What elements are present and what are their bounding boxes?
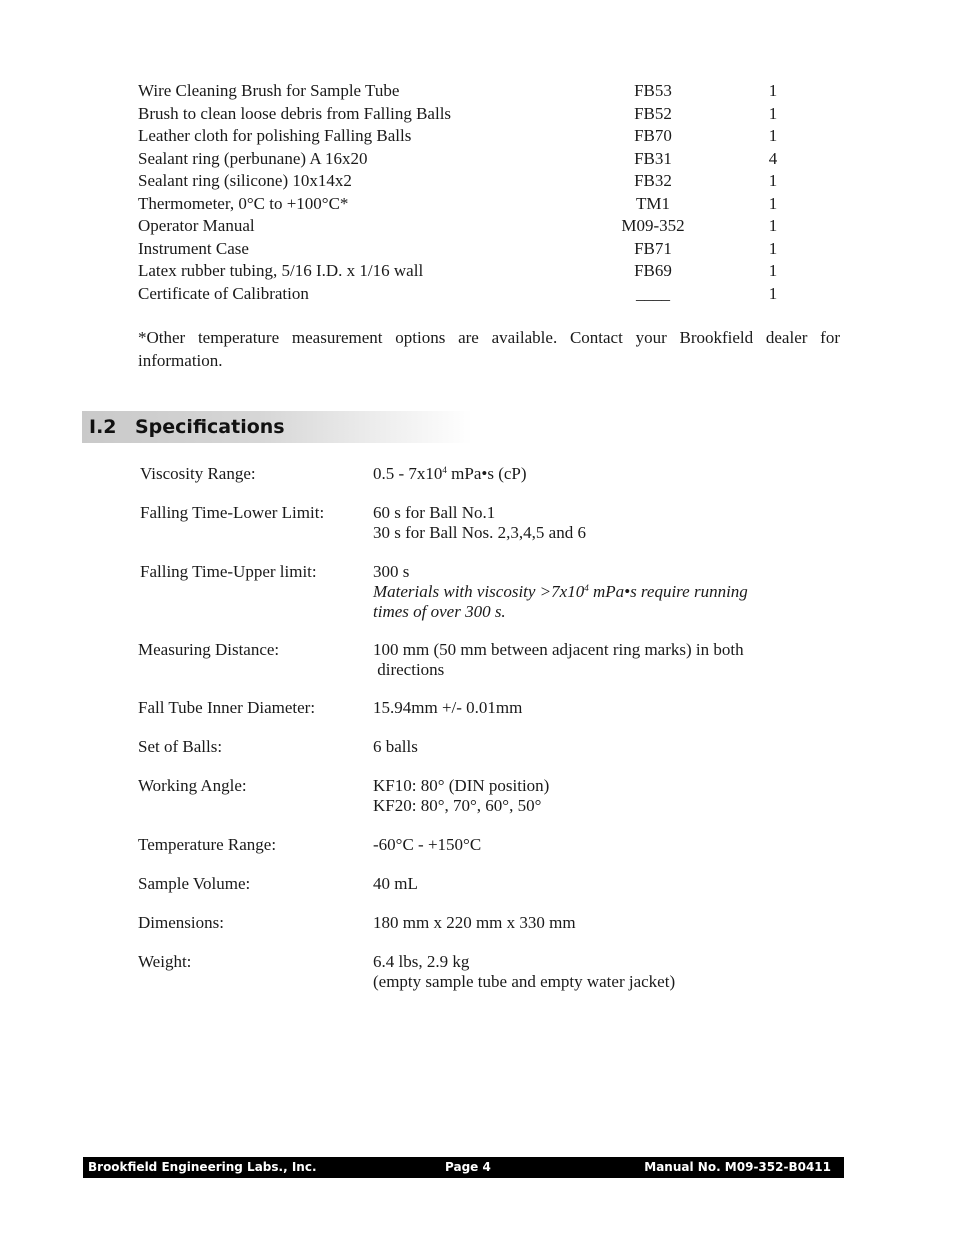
spec-value: -60°C - +150°C (373, 835, 482, 854)
spec-label: Measuring Distance: (138, 640, 280, 659)
spec-label: Falling Time-Upper limit: (140, 562, 317, 581)
spec-value: 15.94mm +/- 0.01mm (373, 698, 523, 717)
temperature-footnote: *Other temperature measurement options are available. Contact your Brookfield dealer for information. (138, 328, 840, 370)
part-code: FB70 (634, 126, 672, 145)
part-name: Thermometer, 0°C to +100°C* (138, 193, 349, 213)
part-qty: 1 (768, 103, 778, 123)
part-qty: 4 (768, 148, 778, 168)
spec-label: Dimensions: (138, 913, 224, 932)
parts-row (138, 238, 798, 261)
value-line: KF20: 80°, 70°, 60°, 50° (373, 796, 542, 815)
parts-row (138, 80, 798, 103)
parts-row (138, 283, 798, 306)
value-line: 30 s for Ball Nos. 2,3,4,5 and 6 (373, 523, 586, 542)
part-qty: 1 (768, 193, 778, 213)
value-line: KF10: 80° (DIN position) (373, 776, 550, 795)
part-name: Brush to clean loose debris from Falling Balls (138, 103, 452, 123)
part-qty: 1 (768, 126, 778, 145)
note-text: Materials with viscosity >7x10 (373, 582, 585, 601)
parts-row (138, 193, 798, 216)
part-code: M09-352 (621, 216, 685, 235)
value-line: 6.4 lbs, 2.9 kg (373, 952, 470, 971)
part-qty: 1 (768, 261, 778, 280)
spec-label: Falling Time-Lower Limit: (140, 503, 325, 522)
value-line: 100 mm (50 mm between adjacent ring marks) in both (373, 640, 744, 659)
footer-manual-number: Manual No. M09-352-B0411 (644, 1160, 831, 1174)
value-line: directions (373, 660, 445, 679)
spec-value (373, 562, 748, 622)
parts-row (138, 148, 798, 171)
page-footer (83, 1157, 844, 1178)
spec-label: Set of Balls: (138, 737, 223, 756)
part-code: TM1 (636, 193, 670, 213)
spec-value: 180 mm x 220 mm x 330 mm (373, 913, 576, 932)
spec-value (373, 776, 549, 816)
value-note (373, 582, 748, 602)
value-text: mPa•s (cP) (446, 464, 527, 483)
part-code: FB31 (634, 148, 672, 168)
value-line: (empty sample tube and empty water jacket) (373, 972, 676, 991)
spec-label: Sample Volume: (138, 874, 251, 893)
part-name: Wire Cleaning Brush for Sample Tube (138, 81, 400, 100)
parts-row (138, 260, 798, 283)
value-line: 300 s (373, 562, 410, 581)
part-code: FB71 (634, 238, 672, 258)
part-qty: 1 (768, 171, 778, 190)
part-name: Latex rubber tubing, 5/16 I.D. x 1/16 wall (138, 261, 424, 280)
spec-value (373, 952, 675, 992)
spec-label: Temperature Range: (138, 835, 277, 854)
exponent: 4 (584, 583, 589, 593)
parts-list (138, 80, 798, 305)
part-name: Sealant ring (perbunane) A 16x20 (138, 148, 368, 168)
spec-value (373, 464, 527, 484)
section-number: I.2 (89, 416, 117, 438)
spec-value (373, 640, 744, 680)
part-qty: 1 (768, 238, 778, 258)
note-text: mPa•s require running (588, 582, 748, 601)
spec-value: 6 balls (373, 737, 418, 756)
part-code: FB32 (634, 171, 672, 190)
parts-row (138, 215, 798, 238)
part-code: ____ (636, 283, 670, 303)
part-qty: 1 (768, 81, 778, 100)
part-code: FB53 (634, 81, 672, 100)
exponent: 4 (442, 465, 447, 475)
spec-label: Working Angle: (138, 776, 247, 795)
value-note: times of over 300 s. (373, 602, 506, 621)
spec-label: Weight: (138, 952, 192, 971)
part-name: Operator Manual (138, 216, 255, 235)
footer-page-number: Page 4 (445, 1160, 491, 1174)
part-qty: 1 (768, 283, 778, 303)
section-title: Specifications (135, 416, 285, 438)
part-name: Sealant ring (silicone) 10x14x2 (138, 171, 352, 190)
parts-row (138, 170, 798, 193)
part-name: Instrument Case (138, 238, 249, 258)
footer-company: Brookfield Engineering Labs., Inc. (88, 1160, 317, 1174)
part-code: FB69 (634, 261, 672, 280)
part-name: Certificate of Calibration (138, 283, 309, 303)
part-name: Leather cloth for polishing Falling Balls (138, 126, 412, 145)
value-text: 0.5 - 7x10 (373, 464, 443, 483)
part-code: FB52 (634, 103, 672, 123)
parts-row (138, 103, 798, 126)
spec-label: Viscosity Range: (140, 464, 256, 483)
value-line: 60 s for Ball No.1 (373, 503, 496, 522)
part-qty: 1 (768, 216, 778, 235)
spec-label: Fall Tube Inner Diameter: (138, 698, 316, 717)
spec-value: 40 mL (373, 874, 418, 893)
spec-value (373, 503, 586, 543)
parts-row (138, 125, 798, 148)
